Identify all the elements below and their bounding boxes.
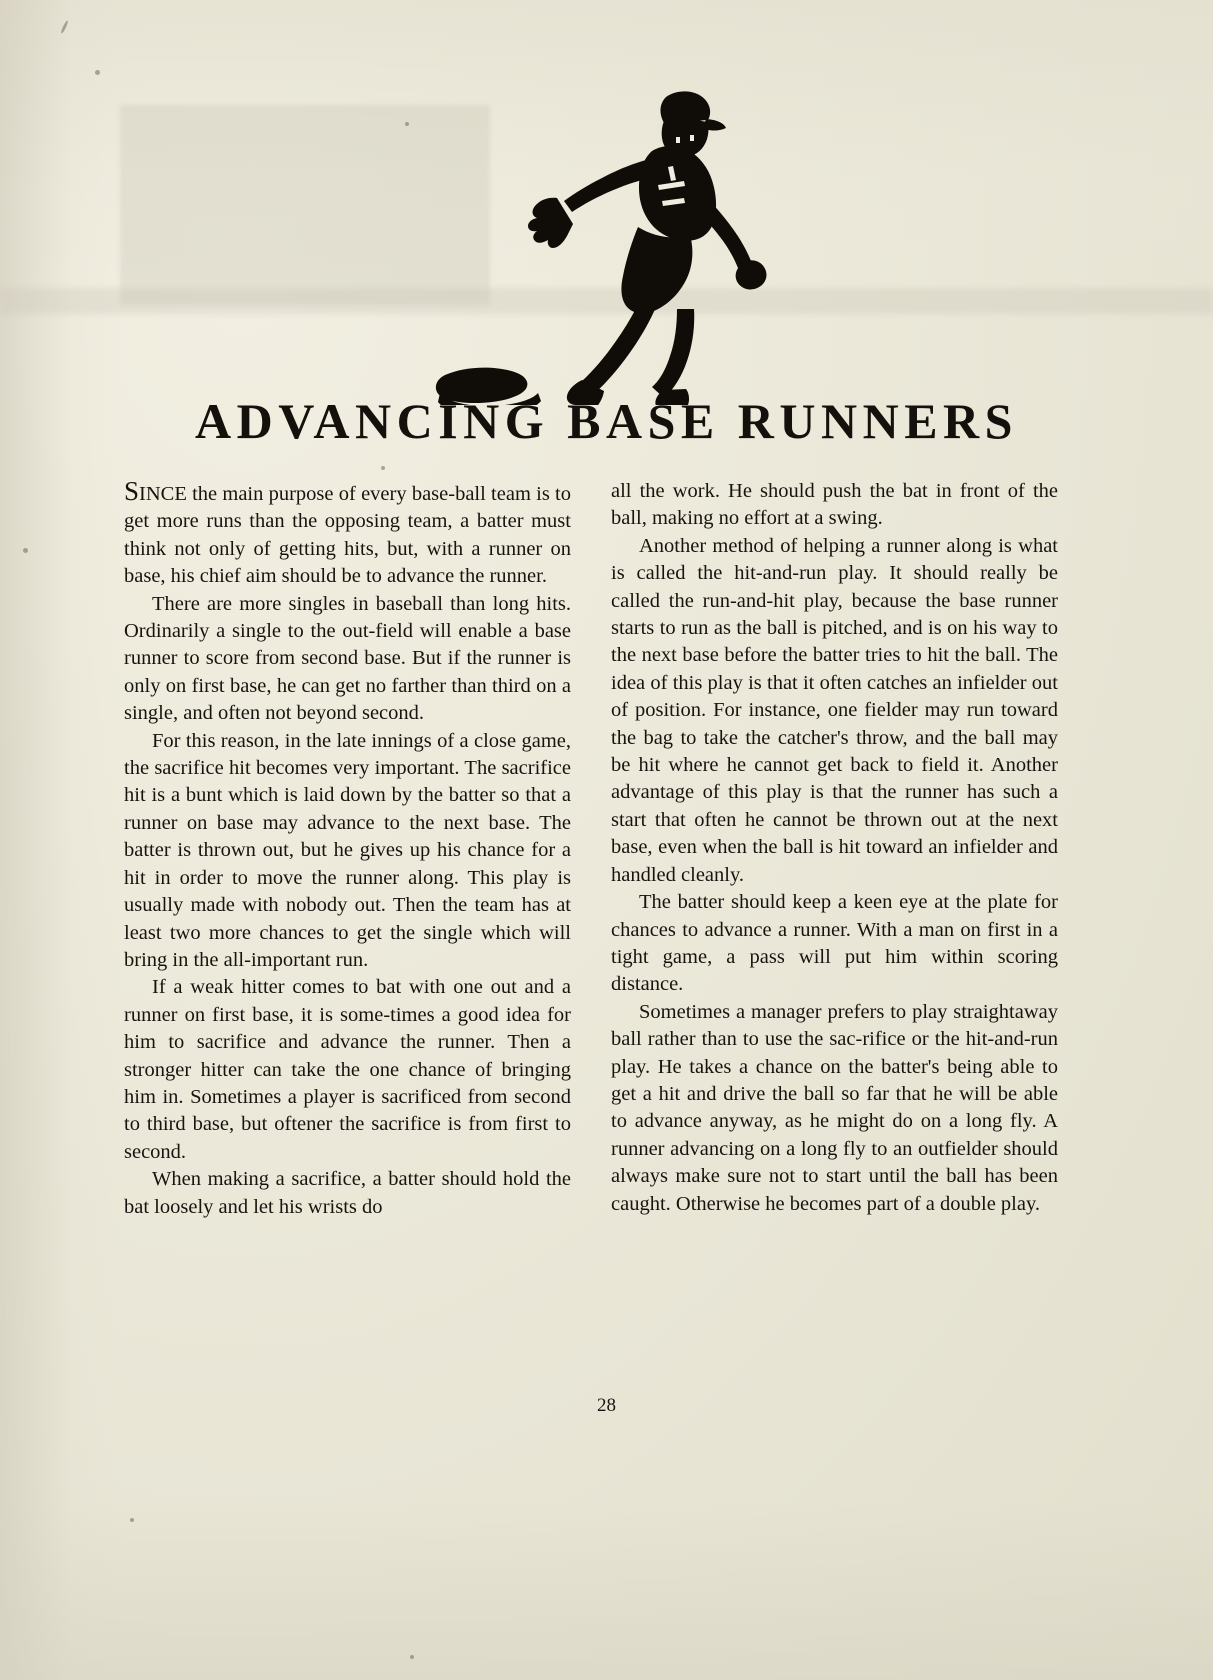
paragraph: The batter should keep a keen eye at the plate for chances to advance a runner. With a man on first in a tight game, a pass will put him within scoring distance.	[611, 891, 1058, 996]
paper-speck	[23, 548, 28, 553]
paper-shading-left	[0, 0, 120, 1680]
column-left	[124, 478, 571, 1221]
paragraph: There are more singles in baseball than long hits. Ordinarily a single to the out-field will enable a base runner to score from second base. But if the runner is only on first base, he can get no farther than third on a single, and often not beyond second.	[124, 592, 571, 725]
paper-speck	[410, 1655, 414, 1659]
paragraph: all the work. He should push the bat in front of the ball, making no effort at a swing.	[611, 480, 1058, 530]
paragraph: When making a sacrifice, a batter should hold the bat loosely and let his wrists do	[124, 1168, 571, 1218]
page-title: ADVANCING BASE RUNNERS	[195, 393, 1018, 449]
paper-speck	[60, 20, 69, 34]
paper-speck	[130, 1518, 134, 1522]
small-caps-lead: SINCE	[124, 476, 187, 506]
paragraph	[124, 478, 571, 591]
paper-speck	[381, 466, 385, 470]
paper-shading-bottom	[0, 1500, 1213, 1680]
baseball-runner-illustration	[400, 75, 780, 405]
column-right	[611, 478, 1058, 1221]
paper-speck	[95, 70, 100, 75]
paragraph: Another method of helping a runner along is what is called the hit-and-run play. It should really be called the run-and-hit play, because the base runner starts to run as the ball is pitched, and is on his way to the next base before the batter tries to hit the ball. The idea of this play is that it often catches an infielder out of position. For instance, one fielder may run toward the bag to take the catcher's throw, and the ball may be hit where he cannot get back to field it. Another advantage of this play is that the runner has such a start that often he cannot be thrown out at the next base, even when the ball is hit toward an infielder and handled cleanly.	[611, 534, 1058, 886]
page-number: 28	[597, 1395, 616, 1416]
body-columns	[124, 478, 1058, 1221]
paragraph-text: the main purpose of every base-ball team is to get more runs than the opposing team, a batter must think not only of getting hits, but, with a runner on base, his chief aim should be to advance the runner.	[124, 483, 571, 588]
paragraph: Sometimes a manager prefers to play straightaway ball rather than to use the sac-rifice or the hit-and-run play. He takes a chance on the batter's being able to get a hit and drive the ball so far that he will be able to advance anyway, as he might do on a long fly. A runner advancing on a long fly to an outfielder should always make sure not to start until the ball has been caught. Otherwise he becomes part of a double play.	[611, 1000, 1058, 1215]
paragraph: For this reason, in the late innings of a close game, the sacrifice hit becomes very important. The sacrifice hit is a bunt which is laid down by the batter so that a runner on base may advance to the next base. The batter is thrown out, but he gives up his chance for a hit in order to move the runner along. This play is usually made with nobody out. Then the team has at least two more chances to get the single which will bring in the all-important run.	[124, 729, 571, 971]
paragraph: If a weak hitter comes to bat with one out and a runner on first base, it is some-times a good idea for him to sacrifice and advance the runner. Then a stronger hitter can take the one chance of bringing him in. Sometimes a player is sacrificed from second to third base, but oftener the sacrifice is from first to second.	[124, 976, 571, 1163]
